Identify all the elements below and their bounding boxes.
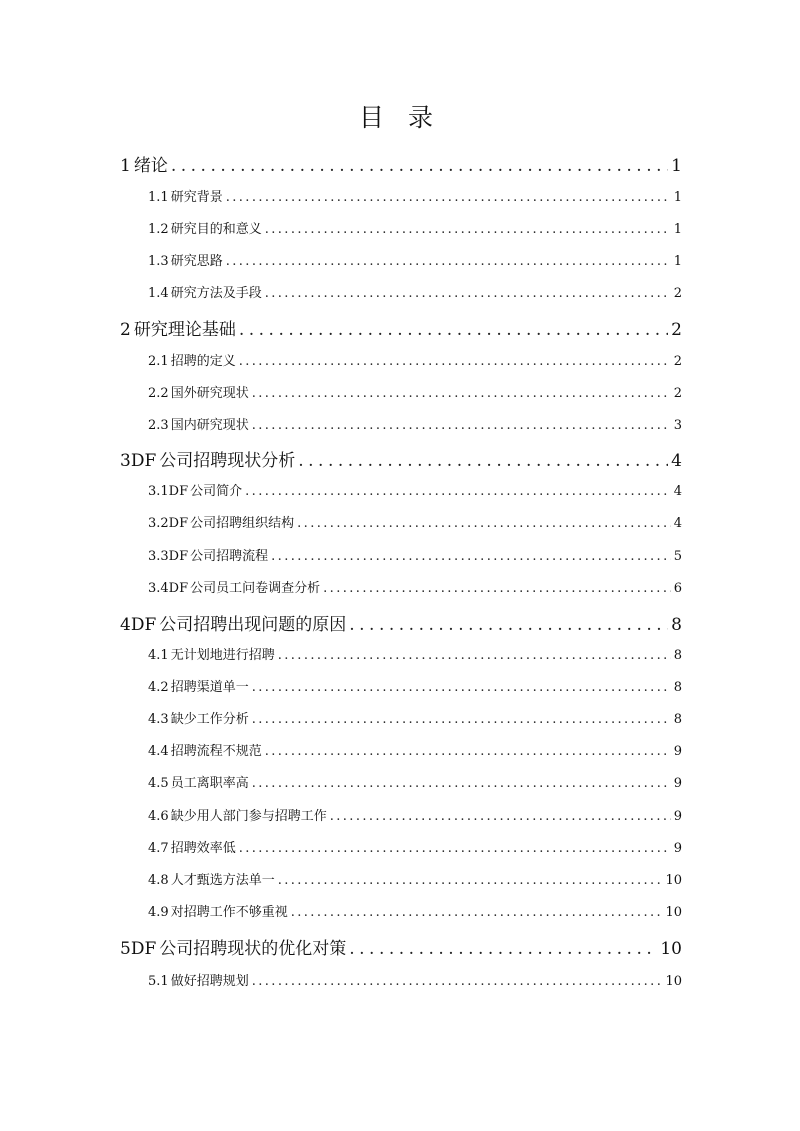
toc-page-number: 10 (665, 873, 682, 888)
toc-entry-number: 4.5 (148, 776, 169, 791)
toc-entry-number: 4.3 (148, 712, 169, 727)
toc-page-number: 6 (673, 581, 682, 596)
toc-dot-leader (226, 190, 671, 205)
toc-entry-number: 2 (120, 320, 131, 340)
toc-entry-title: 研究目的和意义 (170, 222, 262, 237)
toc-entry-title: 缺少用人部门参与招聘工作 (170, 809, 327, 824)
toc-dot-leader (239, 841, 671, 856)
toc-dot-leader (271, 549, 671, 564)
toc-page-number: 4 (671, 451, 682, 471)
toc-page-number: 1 (673, 222, 682, 237)
toc-entry-number: 4.1 (148, 648, 169, 663)
toc-page-number: 2 (671, 320, 682, 340)
toc-dot-leader (297, 516, 671, 531)
toc-entry-number: 4.8 (148, 873, 169, 888)
toc-entry-number: 1 (120, 156, 131, 176)
toc-entry-number: 3.1DF (148, 484, 189, 499)
toc-section (148, 772, 682, 802)
toc-dot-leader (226, 254, 671, 269)
toc-page-number: 8 (673, 680, 682, 695)
toc-page-number: 10 (660, 939, 682, 959)
toc-page-number: 4 (673, 484, 682, 499)
toc-entry-number: 1.4 (148, 286, 169, 301)
toc-dot-leader (252, 418, 671, 433)
toc-dot-leader (252, 776, 671, 791)
toc-section (148, 186, 682, 216)
toc-entry-title: 对招聘工作不够重视 (170, 905, 288, 920)
toc-entry-number: 1.1 (148, 190, 169, 205)
toc-entry-title: 研究方法及手段 (170, 286, 262, 301)
toc-entry-title: 招聘流程不规范 (170, 744, 262, 759)
toc-entry-title: 公司招聘现状分析 (159, 451, 296, 471)
toc-section (148, 901, 682, 931)
toc-entry-number: 4.4 (148, 744, 169, 759)
toc-entry-number: 1.3 (148, 254, 169, 269)
toc-section (148, 676, 682, 706)
toc-section (148, 545, 682, 575)
toc-chapter (120, 934, 682, 968)
toc-dot-leader (252, 974, 663, 989)
toc-page-number: 3 (673, 418, 682, 433)
toc-section (148, 805, 682, 835)
toc-entry-number: 4.6 (148, 809, 169, 824)
toc-entry-number: 5DF (120, 939, 157, 959)
toc-dot-leader (298, 451, 668, 471)
toc-entry-title: 国内研究现状 (170, 418, 249, 433)
toc-page-number: 2 (673, 354, 682, 369)
toc-entry-number: 2.2 (148, 386, 169, 401)
toc-page-number: 10 (665, 905, 682, 920)
toc-section (148, 218, 682, 248)
toc-section (148, 970, 682, 1000)
toc-entry-number: 1.2 (148, 222, 169, 237)
toc-dot-leader (278, 873, 663, 888)
toc-entry-number: 5.1 (148, 974, 169, 989)
toc-dot-leader (252, 712, 671, 727)
toc-entry-title: 招聘的定义 (170, 354, 236, 369)
toc-entry-title: 研究理论基础 (133, 320, 236, 340)
toc-section (148, 282, 682, 312)
toc-dot-leader (265, 286, 671, 301)
toc-page-number: 4 (673, 516, 682, 531)
toc-dot-leader (349, 939, 657, 959)
toc-entry-number: 2.3 (148, 418, 169, 433)
toc-entry-title: 绪论 (133, 156, 168, 176)
toc-title: 目 录 (359, 103, 441, 132)
toc-dot-leader (252, 680, 671, 695)
toc-dot-leader (278, 648, 671, 663)
toc-entry-number: 3DF (120, 451, 157, 471)
toc-section (148, 382, 682, 412)
toc-dot-leader (291, 905, 663, 920)
toc-chapter (120, 315, 682, 349)
toc-dot-leader (252, 386, 671, 401)
toc-section (148, 414, 682, 444)
toc-entry-title: 人才甄选方法单一 (170, 873, 275, 888)
toc-page-number: 5 (673, 549, 682, 564)
toc-entry-title: 公司招聘现状的优化对策 (159, 939, 347, 959)
toc-page-number: 9 (673, 744, 682, 759)
toc-section (148, 708, 682, 738)
toc-entry-number: 3.2DF (148, 516, 189, 531)
toc-page-number: 9 (673, 776, 682, 791)
toc-dot-leader (245, 484, 671, 499)
toc-entry-title: 做好招聘规划 (170, 974, 249, 989)
toc-entry-number: 3.4DF (148, 581, 189, 596)
toc-page-number: 8 (671, 615, 682, 635)
toc-entry-title: 公司员工问卷调查分析 (190, 581, 321, 596)
toc-entry-title: 国外研究现状 (170, 386, 249, 401)
toc-section (148, 512, 682, 542)
toc-page-number: 9 (673, 809, 682, 824)
toc-entry-number: 4DF (120, 615, 157, 635)
toc-entry-title: 招聘渠道单一 (170, 680, 249, 695)
toc-section (148, 577, 682, 607)
toc-dot-leader (330, 809, 671, 824)
toc-page-number: 1 (673, 190, 682, 205)
toc-dot-leader (265, 222, 671, 237)
toc-entry-title: 员工离职率高 (170, 776, 249, 791)
toc-page-number: 10 (665, 974, 682, 989)
toc-chapter (120, 151, 682, 185)
toc-entry-title: 公司招聘组织结构 (190, 516, 295, 531)
toc-page-number: 8 (673, 712, 682, 727)
toc-entry-number: 2.1 (148, 354, 169, 369)
toc-entry-number: 3.3DF (148, 549, 189, 564)
toc-section (148, 250, 682, 280)
toc-entry-number: 4.9 (148, 905, 169, 920)
toc-dot-leader (349, 615, 668, 635)
toc-entry-title: 无计划地进行招聘 (170, 648, 275, 663)
toc-section (148, 350, 682, 380)
toc-dot-leader (239, 354, 671, 369)
toc-section (148, 740, 682, 770)
toc-entry-title: 缺少工作分析 (170, 712, 249, 727)
toc-entry-number: 4.7 (148, 841, 169, 856)
toc-dot-leader (171, 156, 668, 176)
toc-entry-title: 研究背景 (170, 190, 223, 205)
toc-entry-title: 公司简介 (190, 484, 243, 499)
toc-entry-title: 招聘效率低 (170, 841, 236, 856)
toc-entry-title: 公司招聘出现问题的原因 (159, 615, 347, 635)
toc-dot-leader (239, 320, 668, 340)
toc-section (148, 480, 682, 510)
toc-section (148, 837, 682, 867)
toc-page-number: 1 (671, 156, 682, 176)
toc-page-number: 8 (673, 648, 682, 663)
toc-page-number: 9 (673, 841, 682, 856)
toc-entry-title: 研究思路 (170, 254, 223, 269)
toc-page-number: 1 (673, 254, 682, 269)
toc-entry-number: 4.2 (148, 680, 169, 695)
toc-dot-leader (265, 744, 671, 759)
toc-dot-leader (323, 581, 671, 596)
toc-section (148, 869, 682, 899)
toc-chapter (120, 610, 682, 644)
toc-page-number: 2 (673, 386, 682, 401)
toc-page-number: 2 (673, 286, 682, 301)
toc-section (148, 644, 682, 674)
toc-chapter (120, 446, 682, 480)
toc-entry-title: 公司招聘流程 (190, 549, 269, 564)
